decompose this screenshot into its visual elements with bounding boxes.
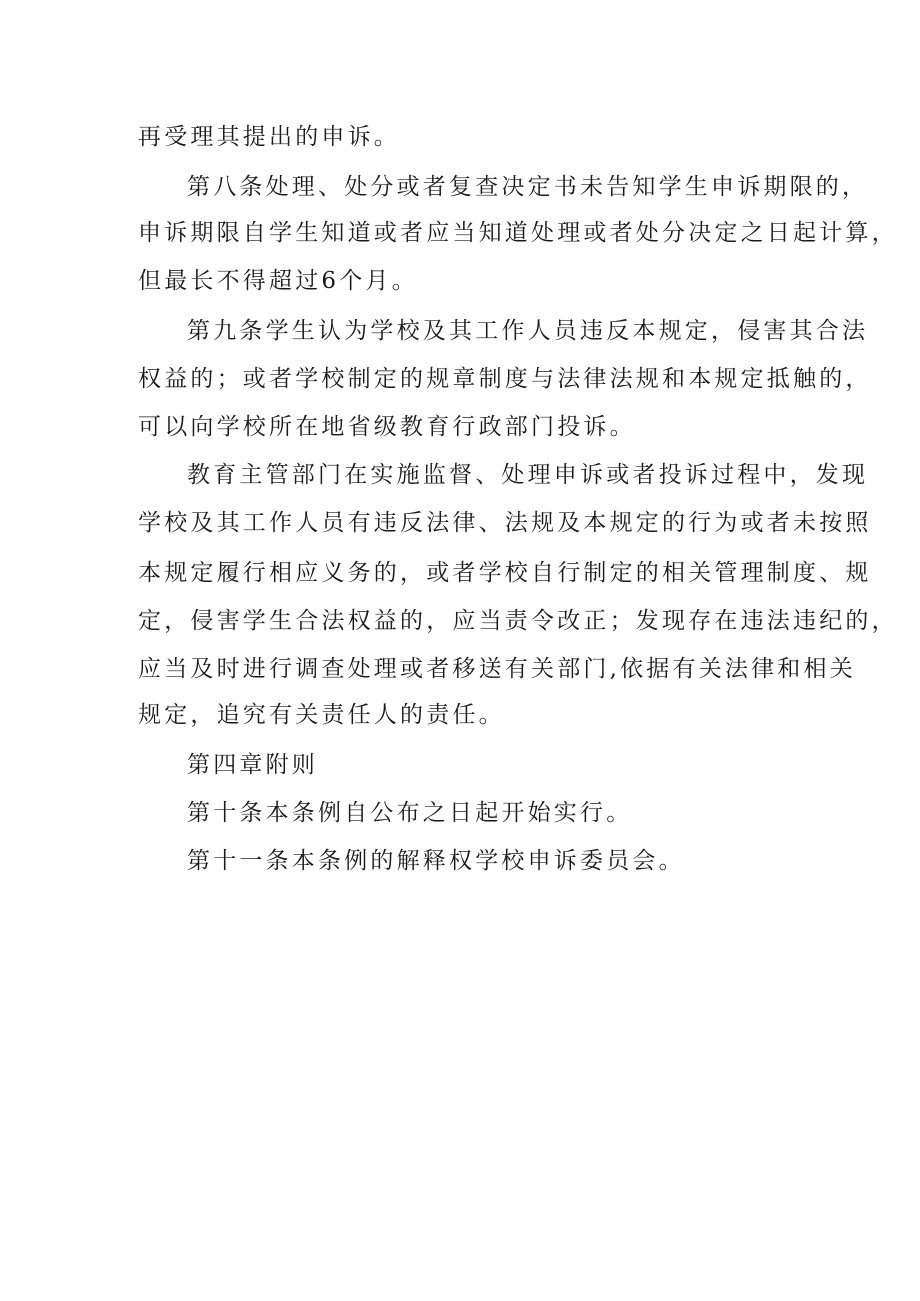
text-line: 第十一条本条例的解释权学校申诉委员会。 — [187, 848, 685, 874]
text-line: 申诉期限自学生知道或者应当知道处理或者处分决定之日起计算， — [138, 220, 898, 246]
text-line: 但最长不得超过6个月。 — [138, 268, 418, 294]
text-line: 学校及其工作人员有违反法律、法规及本规定的行为或者未按照 — [138, 510, 872, 536]
text-line: 权益的；或者学校制定的规章制度与法律法规和本规定抵触的， — [138, 366, 872, 392]
chapter-heading: 第四章附则 — [187, 752, 318, 778]
text-line: 第九条学生认为学校及其工作人员违反本规定，侵害其合法 — [187, 318, 869, 344]
text-line: 教育主管部门在实施监督、处理申诉或者投诉过程中，发现 — [187, 462, 869, 488]
text-line: 应当及时进行调查处理或者移送有关部门,依据有关法律和相关 — [138, 656, 856, 682]
text-line: 第八条处理、处分或者复查决定书未告知学生申诉期限的， — [187, 174, 869, 200]
text-line: 定，侵害学生合法权益的，应当责令改正；发现存在违法违纪的， — [138, 608, 898, 634]
text-line: 第十条本条例自公布之日起开始实行。 — [187, 800, 633, 826]
text-line: 再受理其提出的申诉。 — [138, 124, 400, 150]
text-line: 规定，追究有关责任人的责任。 — [138, 702, 505, 728]
text-line: 本规定履行相应义务的，或者学校自行制定的相关管理制度、规 — [138, 560, 872, 586]
text-line: 可以向学校所在地省级教育行政部门投诉。 — [138, 414, 636, 440]
